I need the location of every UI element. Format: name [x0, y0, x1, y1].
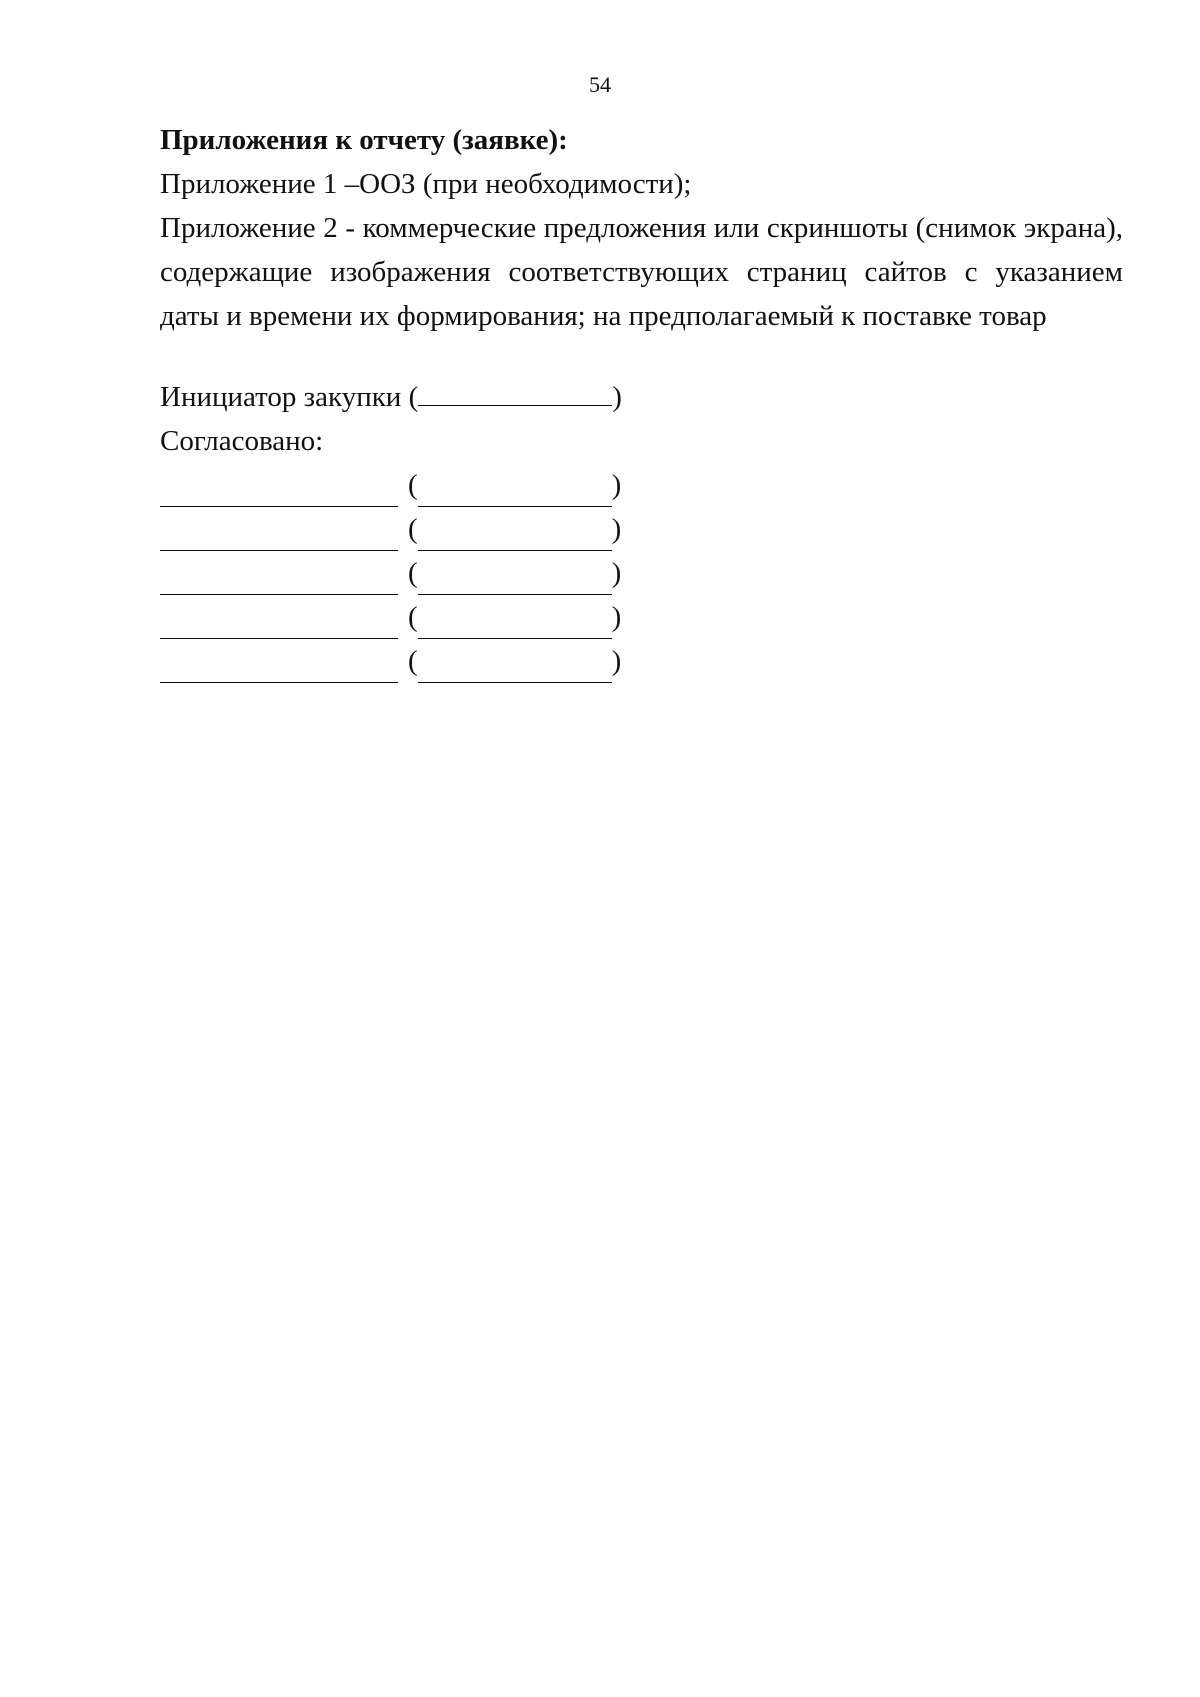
close-paren: ): [611, 645, 622, 677]
signature-blank[interactable]: [160, 520, 398, 551]
open-paren: (: [408, 601, 418, 633]
agreed-label: Согласовано:: [160, 425, 324, 457]
signature-row: [160, 463, 1123, 507]
signature-row: [160, 507, 1123, 551]
open-paren: (: [408, 557, 418, 589]
signature-blank[interactable]: [160, 652, 398, 683]
open-paren: (: [408, 513, 418, 545]
page-number: 54: [589, 72, 611, 97]
signature-blank[interactable]: [160, 564, 398, 595]
document-body: [160, 118, 1123, 683]
name-field: [408, 507, 621, 551]
appendices-heading: Приложения к отчету (заявке):: [160, 124, 568, 156]
initiator-close-paren: ): [612, 381, 622, 413]
appendix-2-text: Приложение 2 - коммерческие предложения или скриншоты (снимок экрана), содержащие изображения соответствующих страниц сайтов с указанием даты и времени их формирования; на предполагаемый к поставке товар: [160, 212, 1123, 332]
name-field: [408, 463, 621, 507]
name-field: [408, 595, 621, 639]
close-paren: ): [611, 469, 622, 501]
name-field: [408, 551, 621, 595]
name-field: [408, 639, 621, 683]
name-blank[interactable]: [418, 608, 612, 639]
signature-row: [160, 595, 1123, 639]
open-paren: (: [408, 469, 418, 501]
name-blank[interactable]: [418, 652, 612, 683]
close-paren: ): [611, 513, 622, 545]
name-blank[interactable]: [418, 564, 612, 595]
open-paren: (: [408, 645, 418, 677]
signature-blank[interactable]: [160, 476, 398, 507]
initiator-label: Инициатор закупки: [160, 381, 402, 413]
signature-row: [160, 639, 1123, 683]
initiator-name-blank[interactable]: [418, 377, 612, 406]
initiator-open-paren: (: [408, 381, 419, 413]
spacer: [160, 338, 1123, 375]
signature-blank[interactable]: [160, 608, 398, 639]
name-blank[interactable]: [418, 476, 612, 507]
signature-row: [160, 551, 1123, 595]
close-paren: ): [611, 557, 622, 589]
initiator-line: [160, 375, 1123, 419]
appendix-1-text: Приложение 1 –ООЗ (при необходимости);: [160, 168, 692, 200]
close-paren: ): [611, 601, 622, 633]
signature-list: [160, 463, 1123, 683]
name-blank[interactable]: [418, 520, 612, 551]
